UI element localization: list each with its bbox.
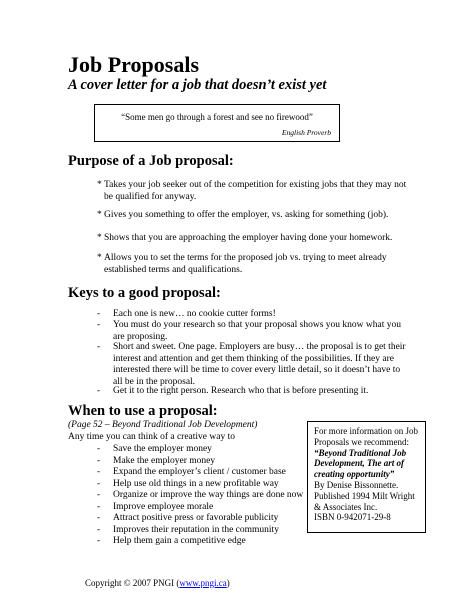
list-item-text: Improve employee morale bbox=[113, 501, 214, 512]
list-item-text: Help use old things in a new profitable way bbox=[113, 478, 279, 489]
page-title: Job Proposals bbox=[68, 52, 200, 77]
list-item-text: Help them gain a competitive edge bbox=[113, 536, 246, 546]
when-source: (Page 52 – Beyond Traditional Job Development) bbox=[68, 420, 258, 430]
bullet-mark: * bbox=[97, 253, 102, 263]
list-item-text: You must do your research so that your proposal shows you know what you are proposing. bbox=[113, 320, 401, 342]
when-heading: When to use a proposal: bbox=[68, 403, 218, 419]
bullet-mark: - bbox=[97, 444, 101, 454]
recommended-book-isbn: ISBN 0-942071-29-8 bbox=[314, 512, 391, 523]
purpose-heading: Purpose of a Job proposal: bbox=[68, 153, 234, 169]
list-item-text: Attract positive press or favorable publicity bbox=[113, 513, 279, 523]
recommended-book-title: “Beyond Traditional Job Development, The art of creating opportunity” bbox=[314, 447, 407, 480]
bullet-mark: * bbox=[97, 233, 102, 243]
quote-attribution: English Proverb bbox=[281, 128, 331, 137]
list-item-text: Shows that you are approaching the employer having done your homework. bbox=[104, 233, 393, 243]
bullet-mark: - bbox=[97, 386, 101, 396]
bullet-mark: * bbox=[97, 180, 102, 190]
recommendation-box bbox=[307, 421, 426, 533]
list-item-text: Allows you to set the terms for the proposed job vs. trying to meet already established terms and qualifications. bbox=[104, 253, 387, 275]
bullet-mark: - bbox=[97, 467, 101, 477]
list-item-text: Organize or improve the way things are done now bbox=[113, 490, 304, 500]
website-link[interactable]: www.pngi.ca bbox=[179, 578, 227, 588]
quote-box bbox=[94, 104, 340, 142]
bullet-mark: - bbox=[97, 478, 101, 489]
bullet-mark: - bbox=[97, 490, 101, 500]
list-item-text: Make the employer money bbox=[113, 455, 216, 466]
list-item-text: Improves their reputation in the community bbox=[113, 524, 279, 535]
bullet-mark: - bbox=[97, 309, 101, 319]
list-item-text: Get it to the right person. Research who that is before presenting it. bbox=[113, 386, 369, 396]
list-item-text: Expand the employer’s client / customer base bbox=[113, 467, 286, 477]
bullet-mark: * bbox=[97, 210, 102, 220]
bullet-mark: - bbox=[97, 524, 101, 535]
bullet-mark: - bbox=[97, 513, 101, 523]
list-item-text: Takes your job seeker out of the competition for existing jobs that they may not be qualified for anyway. bbox=[104, 180, 407, 202]
copyright-close: ) bbox=[226, 578, 230, 588]
list-item-text: Short and sweet. One page. Employers are busy… the proposal is to get their interest and attention and get them thinking of the possibilities. If they are interested there will be time to cover every little detail, so it doesn’t have to all be in the proposal. bbox=[113, 342, 406, 387]
quote-text: “Some men go through a forest and see no firewood” bbox=[121, 112, 313, 122]
list-item-text: Gives you something to offer the employer, vs. asking for something (job). bbox=[104, 210, 389, 220]
bullet-mark: - bbox=[97, 455, 101, 466]
page-subtitle: A cover letter for a job that doesn’t exist yet bbox=[68, 77, 327, 93]
copyright-text: Copyright © 2007 PNGI ( bbox=[85, 578, 180, 588]
keys-heading: Keys to a good proposal: bbox=[68, 285, 221, 301]
recommendation-intro: For more information on Job Proposals we recommend: bbox=[314, 426, 418, 447]
list-item-text: Each one is new… no cookie cutter forms! bbox=[113, 309, 276, 319]
bullet-mark: - bbox=[97, 342, 101, 352]
footer bbox=[85, 578, 230, 588]
bullet-mark: - bbox=[97, 536, 101, 546]
recommended-book-author: By Denise Bissonnette. bbox=[314, 479, 399, 490]
bullet-mark: - bbox=[97, 320, 101, 330]
recommended-book-publisher: Published 1994 Milt Wright & Associates Inc. bbox=[314, 490, 415, 512]
list-item-text: Save the employer money bbox=[113, 444, 212, 454]
bullet-mark: - bbox=[97, 501, 101, 512]
when-intro: Any time you can think of a creative way to bbox=[68, 432, 235, 442]
